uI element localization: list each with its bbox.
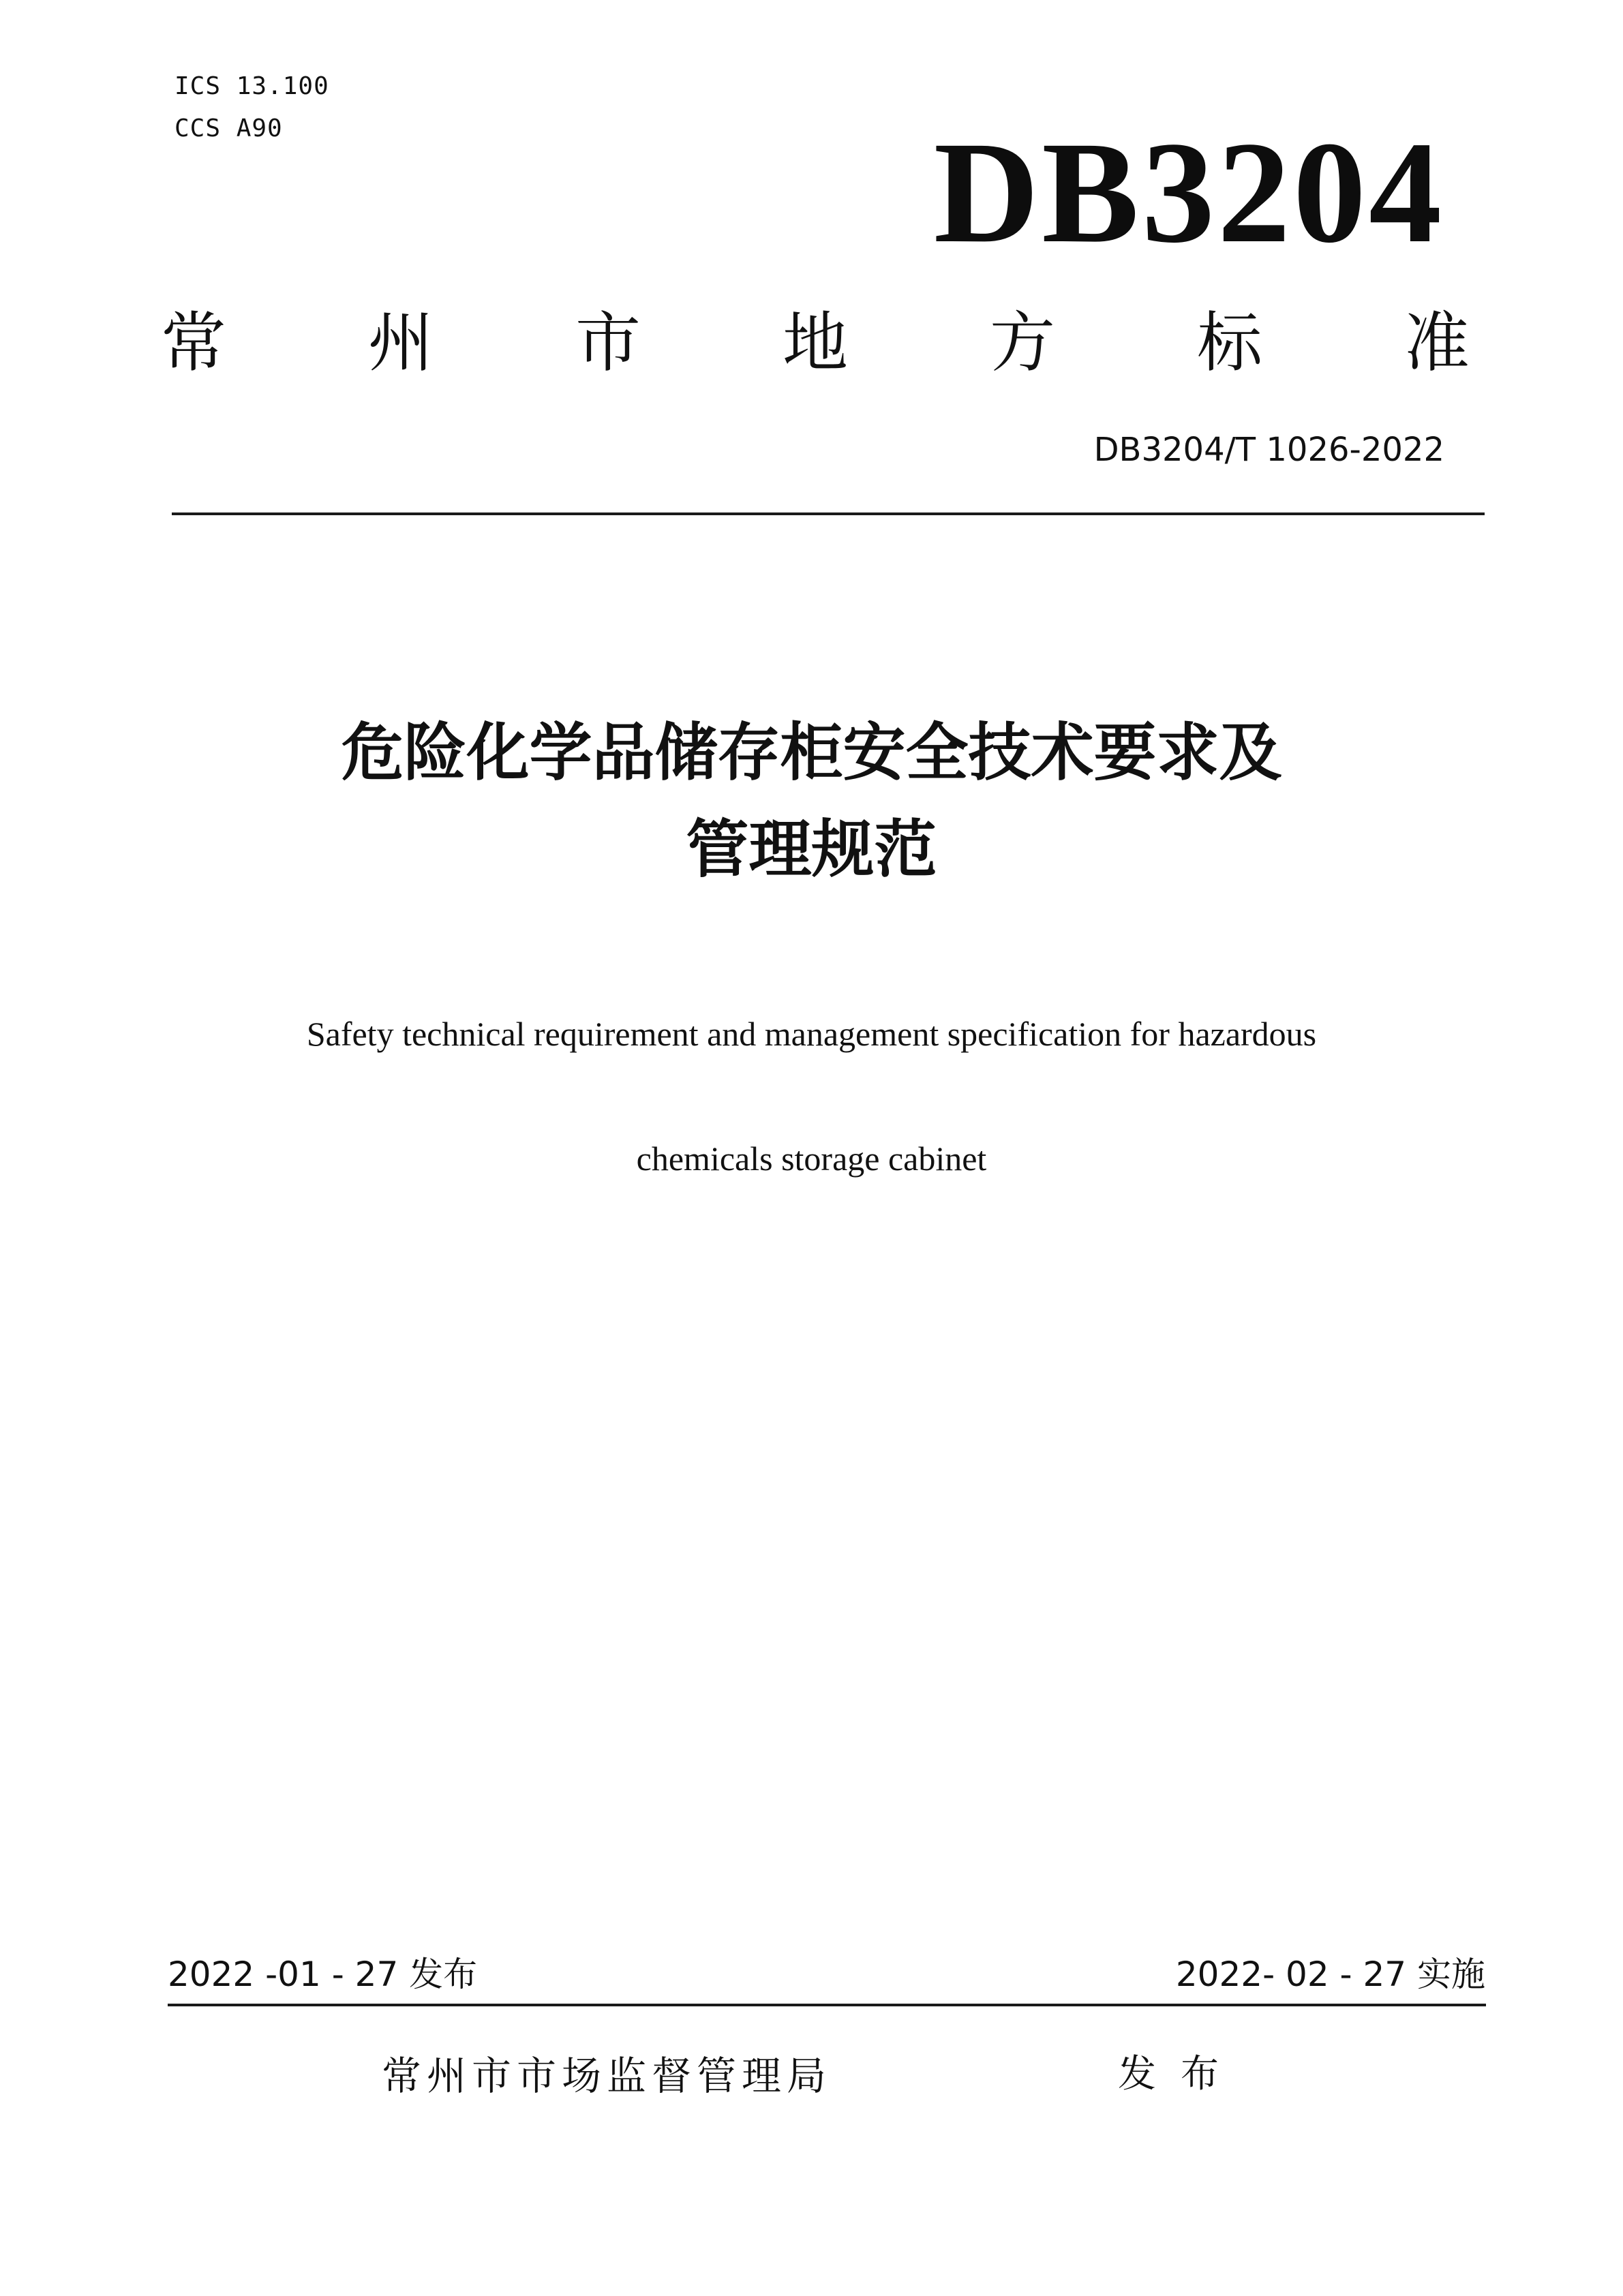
ccs-code: CCS A90 — [175, 114, 283, 142]
footer-divider — [168, 2004, 1486, 2006]
document-title-en-line2: chemicals storage cabinet — [636, 1139, 987, 1178]
standard-type-char: 准 — [1404, 305, 1470, 381]
standard-type-char: 地 — [783, 305, 848, 381]
standard-type-char: 常 — [161, 305, 226, 381]
ics-code: ICS 13.100 — [175, 72, 329, 100]
standard-number: DB3204/T 1026-2022 — [1093, 431, 1444, 469]
standard-logo-code: DB3204 — [933, 112, 1444, 273]
standard-type-char: 标 — [1197, 305, 1262, 381]
header-divider — [172, 512, 1485, 515]
standard-type-char: 州 — [368, 305, 434, 381]
issuing-authority: 常州市市场监督管理局 — [382, 2053, 832, 2099]
standard-type-char: 方 — [990, 305, 1055, 381]
effective-date: 2022- 02 - 27 实施 — [1175, 1955, 1485, 1994]
document-title-zh-line1: 危险化学品储存柜安全技术要求及 — [341, 716, 1282, 789]
issue-label: 发布 — [1118, 2052, 1243, 2096]
document-title-en-line1: Safety technical requirement and management specification for hazardous — [306, 1015, 1317, 1053]
standard-type-char: 市 — [575, 305, 641, 381]
document-title-zh-line2: 管理规范 — [686, 813, 937, 886]
release-date: 2022 -01 - 27 发布 — [168, 1955, 478, 1994]
standard-type-title — [161, 305, 1470, 380]
